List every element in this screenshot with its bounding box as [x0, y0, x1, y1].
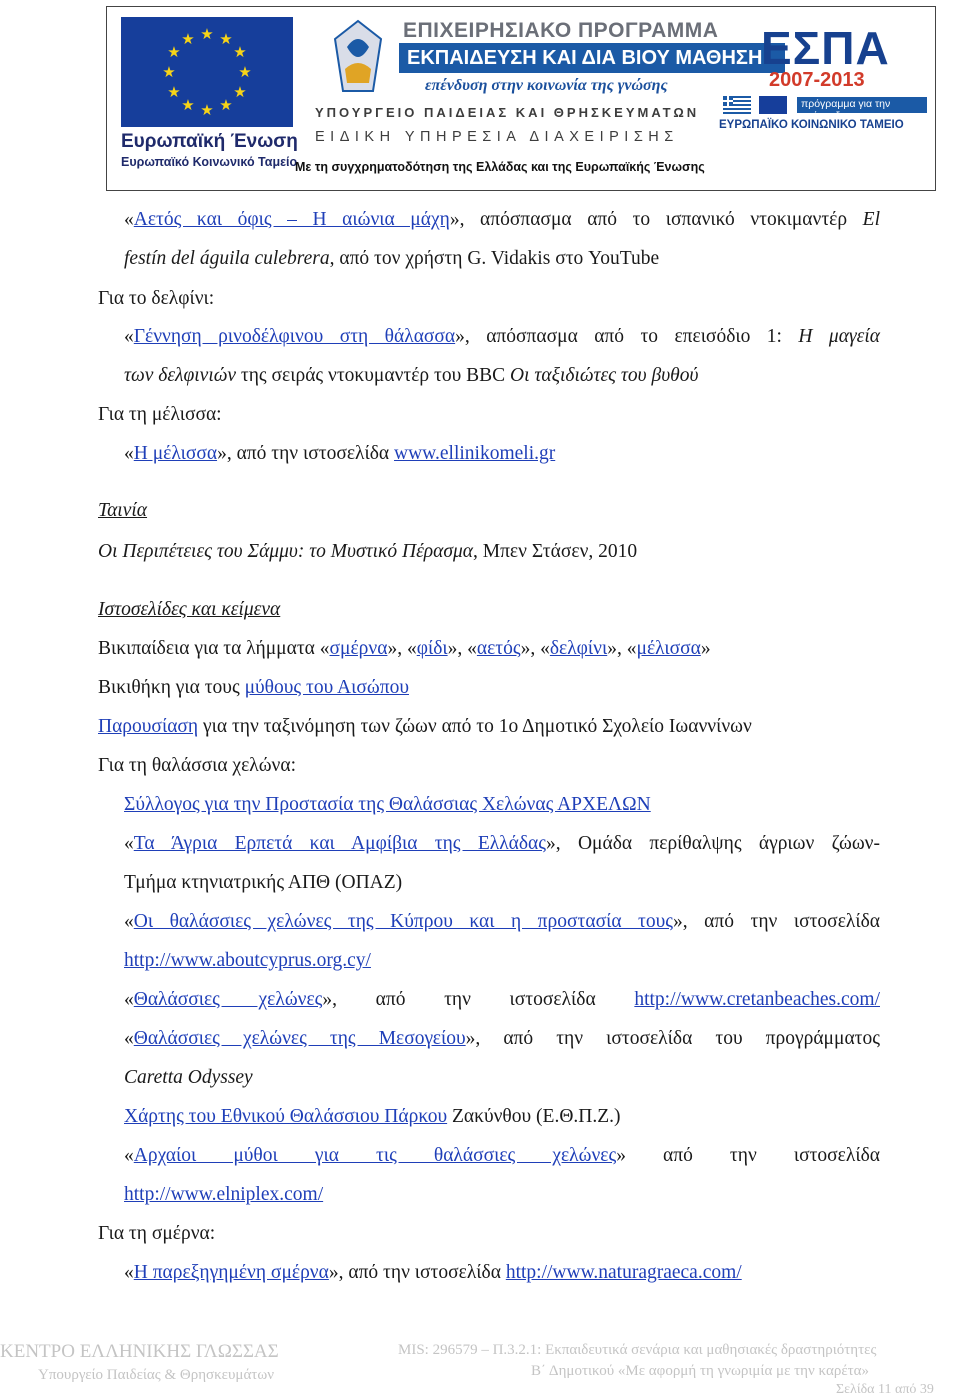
- footer-organization: ΚΕΝΤΡΟ ΕΛΛΗΝΙΚΗΣ ΓΛΩΣΣΑΣ: [0, 1341, 279, 1362]
- med-entry-line-2: Caretta Odyssey: [124, 1067, 253, 1088]
- wiki-moray-link[interactable]: σμέρνα: [329, 638, 388, 659]
- espa-fund: ΕΥΡΩΠΑΪΚΟ ΚΟΙΝΩΝΙΚΟ ΤΑΜΕΙΟ: [719, 119, 904, 131]
- aesop-fables-link[interactable]: μύθους του Αισώπου: [244, 677, 409, 698]
- svg-text:★: ★: [238, 65, 252, 81]
- moray-entry: «Η παρεξηγημένη σμέρνα», από την ιστοσελίδα http://www.naturagraeca.com/: [124, 1262, 742, 1283]
- svg-text:★: ★: [167, 85, 181, 101]
- svg-text:★: ★: [219, 32, 233, 48]
- eagle-entry-line-2: festín del águila culebrera, από τον χρήστη G. Vidakis στο YouTube: [124, 248, 660, 269]
- svg-text:★: ★: [200, 103, 214, 119]
- eagle-entry-line-1: «Αετός και όφις – Η αιώνια μάχη», απόσπασμα από το ισπανικό ντοκιμαντέρ El: [124, 209, 881, 230]
- service-name: ΕΙΔΙΚΗ ΥΠΗΡΕΣΙΑ ΔΙΑΧΕΙΡΙΣΗΣ: [315, 129, 679, 145]
- svg-text:★: ★: [181, 32, 195, 48]
- ellinikomeli-link[interactable]: www.ellinikomeli.gr: [394, 443, 556, 464]
- espa-years: 2007-2013: [769, 69, 865, 91]
- cyprus-entry-line-1: «Οι θαλάσσιες χελώνες της Κύπρου και η προστασία τους», από την ιστοσελίδα: [124, 911, 880, 932]
- eagle-doc-title-cont: festín del águila culebrera: [124, 248, 330, 269]
- dolphin-label: Για το δελφίνι:: [98, 288, 215, 309]
- wild-reptiles-line-2: Τμήμα κτηνιατρικής ΑΠΘ (ΟΠΑΖ): [124, 872, 403, 893]
- presentation-link[interactable]: Παρουσίαση: [98, 716, 199, 737]
- program-line-1: ΕΠΙΧΕΙΡΗΣΙΑΚΟ ΠΡΟΓΡΑΜΜΑ: [403, 19, 719, 42]
- cretanbeaches-link[interactable]: http://www.cretanbeaches.com/: [634, 989, 880, 1010]
- bee-link[interactable]: Η μέλισσα: [133, 443, 218, 464]
- cofunding-note: Με τη συγχρηματοδότηση της Ελλάδας και της Ευρωπαϊκής Ένωσης: [295, 160, 705, 174]
- eu-flag-logo: [121, 17, 293, 127]
- footer-grade: Β΄ Δημοτικού «Με αφορμή τη γνωριμία με την καρέτα»: [531, 1363, 870, 1379]
- header-banner: [106, 6, 936, 191]
- wikipedia-entry: Βικιπαίδεια για τα λήμματα «σμέρνα», «φίδι», «αετός», «δελφίνι», «μέλισσα»: [98, 638, 711, 659]
- wild-reptiles-link[interactable]: Τα Άγρια Ερπετά και Αμφίβια της Ελλάδας: [133, 833, 546, 854]
- eu-title: Ευρωπαϊκή Ένωση: [121, 131, 298, 152]
- presentation-entry: Παρουσίαση για την ταξινόμηση των ζώων από το 1ο Δημοτικό Σχολείο Ιωαννίνων: [98, 716, 752, 737]
- wiki-eagle-link[interactable]: αετός: [476, 638, 521, 659]
- cyprus-entry-line-2: [124, 950, 371, 972]
- elniplex-link[interactable]: http://www.elniplex.com/: [124, 1184, 324, 1205]
- eagle-video-link[interactable]: Αετός και όφις – Η αιώνια μάχη: [133, 209, 450, 230]
- naturagraeca-link[interactable]: http://www.naturagraeca.com/: [505, 1262, 742, 1283]
- espa-program: πρόγραμμα για την ανάπτυξη: [801, 98, 891, 122]
- footer-mis: MIS: 296579 – Π.3.2.1: Εκπαιδευτικά σενάρια και μαθησιακές δραστηριότητες: [398, 1342, 877, 1358]
- svg-text:★: ★: [233, 45, 247, 61]
- archelon-entry: [124, 794, 651, 816]
- cyprus-turtles-link[interactable]: Οι θαλάσσιες χελώνες της Κύπρου και η προστασία τους: [133, 911, 674, 932]
- aboutcyprus-link[interactable]: http://www.aboutcyprus.org.cy/: [124, 950, 371, 971]
- crete-entry: «Θαλάσσιες χελώνες», από την ιστοσελίδα http://www.cretanbeaches.com/: [124, 989, 880, 1010]
- film-heading: Ταινία: [98, 500, 148, 521]
- bee-entry: «Η μέλισσα», από την ιστοσελίδα www.ellinikomeli.gr: [124, 443, 556, 464]
- footer-page-number: Σελίδα 11 από 39: [836, 1382, 934, 1397]
- moray-label: Για τη σμέρνα:: [98, 1223, 216, 1244]
- wiki-snake-link[interactable]: φίδι: [416, 638, 448, 659]
- crete-turtles-link[interactable]: Θαλάσσιες χελώνες: [133, 989, 323, 1010]
- svg-text:★: ★: [233, 85, 247, 101]
- moray-link[interactable]: Η παρεξηγημένη σμέρνα: [133, 1262, 329, 1283]
- websites-heading: Ιστοσελίδες και κείμενα: [98, 599, 281, 620]
- eu-mini-flag-icon: [759, 96, 787, 114]
- svg-text:★: ★: [162, 65, 176, 81]
- eagle-doc-title: El: [862, 209, 881, 230]
- dolphin-video-link[interactable]: Γέννηση ρινοδέλφινου στη θάλασσα: [133, 326, 456, 347]
- svg-text:★: ★: [167, 45, 181, 61]
- svg-text:★: ★: [200, 27, 214, 43]
- svg-text:★: ★: [219, 98, 233, 114]
- greek-flag-icon: [723, 96, 751, 114]
- footer-ministry: Υπουργείο Παιδείας & Θρησκευμάτων: [38, 1367, 274, 1383]
- park-entry: Χάρτης του Εθνικού Θαλάσσιου Πάρκου Ζακύνθου (Ε.Θ.Π.Ζ.): [124, 1106, 621, 1127]
- wikisource-entry: Βικιθήκη για τους μύθους του Αισώπου: [98, 677, 409, 698]
- med-turtles-link[interactable]: Θαλάσσιες χελώνες της Μεσογείου: [133, 1028, 466, 1049]
- wild-reptiles-line-1: «Τα Άγρια Ερπετά και Αμφίβια της Ελλάδας», Ομάδα περίθαλψης άγριων ζώων-: [124, 833, 880, 854]
- dolphin-entry-line-2: των δελφινιών της σειράς ντοκυμαντέρ του BBC Οι ταξιδιώτες του βυθού: [124, 365, 699, 386]
- turtle-label: Για τη θαλάσσια χελώνα:: [98, 755, 297, 776]
- archelon-link[interactable]: Σύλλογος για την Προστασία της Θαλάσσιας Χελώνας ΑΡΧΕΛΩΝ: [124, 794, 651, 815]
- program-line-2: ΕΚΠΑΙΔΕΥΣΗ ΚΑΙ ΔΙΑ ΒΙΟΥ ΜΑΘΗΣΗ: [407, 47, 763, 69]
- film-title: Οι Περιπέτειες του Σάμμυ: το Μυστικό Πέρασμα: [98, 541, 473, 562]
- film-entry: Οι Περιπέτειες του Σάμμυ: το Μυστικό Πέρασμα, Μπεν Στάσεν, 2010: [98, 541, 638, 562]
- turtle-myths-link[interactable]: Αρχαίοι μύθοι για τις θαλάσσιες χελώνες: [133, 1145, 617, 1166]
- eu-subtitle: Ευρωπαϊκό Κοινωνικό Ταμείο: [121, 155, 298, 169]
- ministry-name: ΥΠΟΥΡΓΕΙΟ ΠΑΙΔΕΙΑΣ ΚΑΙ ΘΡΗΣΚΕΥΜΑΤΩΝ: [315, 105, 700, 120]
- wiki-dolphin-link[interactable]: δελφίνι: [549, 638, 608, 659]
- program-emblem-icon: [329, 17, 387, 95]
- svg-text:★: ★: [181, 98, 195, 114]
- med-entry-line-1: «Θαλάσσιες χελώνες της Μεσογείου», από την ιστοσελίδα του προγράμματος: [124, 1028, 880, 1049]
- marine-park-map-link[interactable]: Χάρτης του Εθνικού Θαλάσσιου Πάρκου: [124, 1106, 448, 1127]
- bee-label: Για τη μέλισσα:: [98, 404, 222, 425]
- espa-logo-text: ΕΣΠΑ: [761, 22, 890, 74]
- program-line-3: επένδυση στην κοινωνία της γνώσης: [425, 77, 668, 94]
- dolphin-series-title: Οι ταξιδιώτες του βυθού: [510, 365, 699, 386]
- myths-entry-line-1: «Αρχαίοι μύθοι για τις θαλάσσιες χελώνες» από την ιστοσελίδα: [124, 1145, 880, 1166]
- wiki-bee-link[interactable]: μέλισσα: [636, 638, 701, 659]
- dolphin-entry-line-1: «Γέννηση ρινοδέλφινου στη θάλασσα», απόσπασμα από το επεισόδιο 1: Η μαγεία: [124, 326, 880, 347]
- eu-stars-icon: [121, 17, 293, 127]
- myths-entry-line-2: [124, 1184, 323, 1206]
